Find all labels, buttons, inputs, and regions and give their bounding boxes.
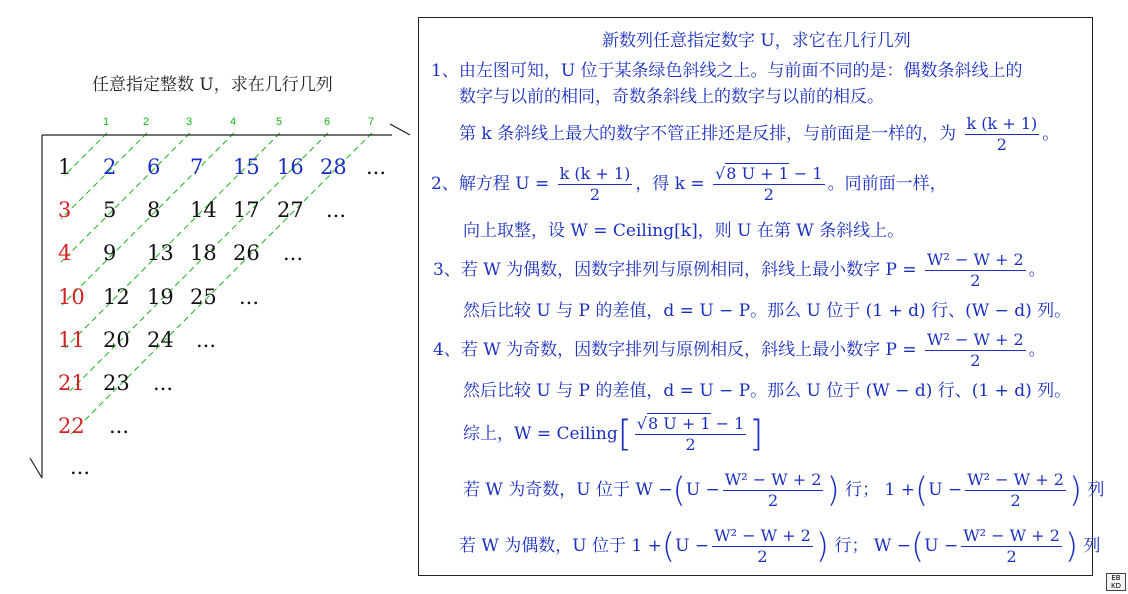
formula-w-root <box>635 414 746 455</box>
formula-p-fraction <box>723 470 824 511</box>
matrix-cell: 26 <box>233 241 260 265</box>
w-minus: W − <box>873 536 911 556</box>
sqrt-tail: − 1 <box>715 414 745 433</box>
step3-line1 <box>433 250 1046 291</box>
frac-numerator: W² − W + 2 <box>967 470 1064 489</box>
formula-p-fraction <box>965 470 1066 511</box>
matrix-cell: ... <box>109 414 130 438</box>
one-plus: 1 + <box>884 480 915 500</box>
step3-text: 3、若 W 为偶数，因数字排列与原例相同，斜线上最小数字 P = <box>433 260 917 280</box>
paren-close: ) <box>826 470 840 511</box>
paren-open: ( <box>672 470 686 511</box>
diagonal-label: 5 <box>276 116 283 128</box>
step1-line3 <box>459 114 1059 155</box>
matrix-cell: 4 <box>58 241 72 265</box>
u-minus: U − <box>675 536 710 556</box>
sqrt-tail: − 1 <box>793 164 823 183</box>
frac-numerator: W² − W + 2 <box>714 526 811 545</box>
matrix-cell: 1 <box>58 155 72 179</box>
step1-line2: 数字与以前的相同，奇数条斜线上的数字与以前的相反。 <box>459 87 884 107</box>
matrix-cell: ... <box>326 198 347 222</box>
matrix-cell: 12 <box>103 285 130 309</box>
paren-close: ) <box>1068 470 1083 511</box>
matrix-cell: 17 <box>233 198 260 222</box>
matrix-cell: ... <box>283 241 304 265</box>
formula-k-root <box>713 164 824 205</box>
diagonal-label: 4 <box>230 116 237 128</box>
frac-numerator: W² − W + 2 <box>724 470 822 489</box>
diagonal-label: 1 <box>103 116 110 128</box>
step4-line2: 然后比较 U 与 P 的差值，d = U − P。那么 U 位于 (W − d) 行、(1 + d) 列。 <box>463 381 1072 401</box>
matrix-cell: 18 <box>190 241 217 265</box>
diagonal-label: 7 <box>368 116 375 128</box>
matrix-cell: 10 <box>58 285 85 309</box>
diagonal-label: 2 <box>143 116 150 128</box>
even-case-line <box>459 526 1101 567</box>
frac-denominator: 2 <box>768 491 779 510</box>
left-title: 任意指定整数 U，求在几行几列 <box>92 75 333 95</box>
formula-p-fraction <box>712 526 813 567</box>
matrix-cell: 28 <box>320 155 347 179</box>
frac-denominator: 2 <box>970 351 981 370</box>
matrix-cell: 25 <box>190 285 217 309</box>
u-minus: U − <box>924 536 959 556</box>
frac-numerator: √8 U + 1 − 1 <box>636 414 745 433</box>
matrix-cell: ... <box>196 328 217 352</box>
sqrt-radicand: 8 U + 1 <box>726 164 789 183</box>
matrix-cell: 16 <box>277 155 304 179</box>
paren-open: ( <box>910 526 925 567</box>
paren-open: ( <box>661 526 676 567</box>
frac-numerator: W² − W + 2 <box>927 250 1024 269</box>
step3-end: 。 <box>1028 260 1046 280</box>
frac-denominator: 2 <box>1010 491 1021 510</box>
matrix-cell: ... <box>239 285 260 309</box>
step1-line1: 1、由左图可知，U 位于某条绿色斜线之上。与前面不同的是：偶数条斜线上的 <box>431 61 1023 81</box>
formula-p-fraction <box>925 250 1026 291</box>
matrix-cell: 14 <box>190 198 217 222</box>
matrix-cell: 6 <box>147 155 161 179</box>
frac-denominator: 2 <box>589 185 601 204</box>
odd-text-a: 若 W 为奇数，U 位于 W − <box>463 480 673 500</box>
step2-text-c: 。同前面一样， <box>827 174 947 194</box>
matrix-cell: 15 <box>233 155 260 179</box>
matrix-cell: 24 <box>147 328 174 352</box>
matrix-cell: 5 <box>103 198 117 222</box>
frac-denominator: 2 <box>763 185 774 204</box>
frac-numerator: k (k + 1) <box>966 114 1038 133</box>
panel-title: 新数列任意指定数字 U，求它在几行几列 <box>602 31 911 51</box>
odd-text-b: 行； <box>845 480 880 500</box>
matrix-cell: ... <box>153 371 174 395</box>
matrix-cell: 9 <box>103 241 117 265</box>
summary-line <box>463 414 763 455</box>
step2-line1 <box>431 164 947 205</box>
paren-close: ) <box>815 526 830 567</box>
matrix-cell: ... <box>366 155 387 179</box>
formula-k-fraction <box>965 114 1040 155</box>
frac-numerator: W² − W + 2 <box>963 526 1060 545</box>
step4-end: 。 <box>1028 340 1046 360</box>
even-text-c: 列 <box>1083 536 1101 556</box>
frac-numerator: √8 U + 1 − 1 <box>715 164 823 183</box>
u-minus: U − <box>928 480 963 500</box>
sqrt-radicand: 8 U + 1 <box>648 414 711 433</box>
bracket-open: [ <box>617 413 632 455</box>
matrix-cell: 2 <box>103 155 117 179</box>
paren-open: ( <box>914 470 929 511</box>
step4-line1 <box>433 330 1046 371</box>
matrix-cell: 20 <box>103 328 130 352</box>
step2-text-b: ，得 k = <box>635 174 705 194</box>
step2-text-a: 2、解方程 U = <box>431 174 550 194</box>
frac-denominator: 2 <box>970 271 981 290</box>
odd-case-line <box>463 470 1105 511</box>
logo-icon: EB KD <box>1106 573 1126 591</box>
matrix-cell: 3 <box>58 198 72 222</box>
frac-numerator: W² − W + 2 <box>927 330 1024 349</box>
frac-numerator: k (k + 1) <box>559 164 631 183</box>
matrix-cell: 23 <box>103 371 130 395</box>
step1-end: 。 <box>1042 124 1060 144</box>
step1-line3-text: 第 k 条斜线上最大的数字不管正排还是反排，与前面是一样的，为 <box>459 124 957 144</box>
odd-text-c: 列 <box>1087 480 1105 500</box>
matrix-cell: 22 <box>58 414 85 438</box>
formula-p-fraction <box>925 330 1026 371</box>
bracket-close: ] <box>749 413 764 455</box>
summary-text: 综上，W = Ceiling <box>463 424 618 444</box>
even-text-b: 行； <box>834 536 869 556</box>
diagonal-label: 6 <box>324 116 331 128</box>
step3-line2: 然后比较 U 与 P 的差值，d = U − P。那么 U 位于 (1 + d) 行、(W − d) 列。 <box>463 301 1072 321</box>
frac-denominator: 2 <box>996 135 1007 154</box>
step4-text: 4、若 W 为奇数，因数字排列与原例相反，斜线上最小数字 P = <box>433 340 917 360</box>
matrix-cell: 27 <box>277 198 304 222</box>
frac-denominator: 2 <box>1006 547 1017 566</box>
step2-line2: 向上取整，设 W = Ceiling[k]，则 U 在第 W 条斜线上。 <box>463 221 905 241</box>
formula-p-fraction <box>961 526 1062 567</box>
matrix-cell: ... <box>70 455 91 479</box>
matrix-cell: 21 <box>58 371 85 395</box>
explanation-panel <box>418 17 1105 576</box>
matrix-cell: 8 <box>147 198 161 222</box>
frac-denominator: 2 <box>757 547 768 566</box>
formula-u-fraction <box>558 164 633 205</box>
matrix-cell: 19 <box>147 285 174 309</box>
matrix-cell: 13 <box>147 241 174 265</box>
u-minus: U − <box>685 480 720 500</box>
paren-close: ) <box>1064 526 1079 567</box>
even-text-a: 若 W 为偶数，U 位于 1 + <box>459 536 662 556</box>
frac-denominator: 2 <box>685 435 696 454</box>
matrix-cell: 11 <box>58 328 85 352</box>
matrix-cell: 7 <box>190 155 204 179</box>
diagonal-label: 3 <box>186 116 193 128</box>
